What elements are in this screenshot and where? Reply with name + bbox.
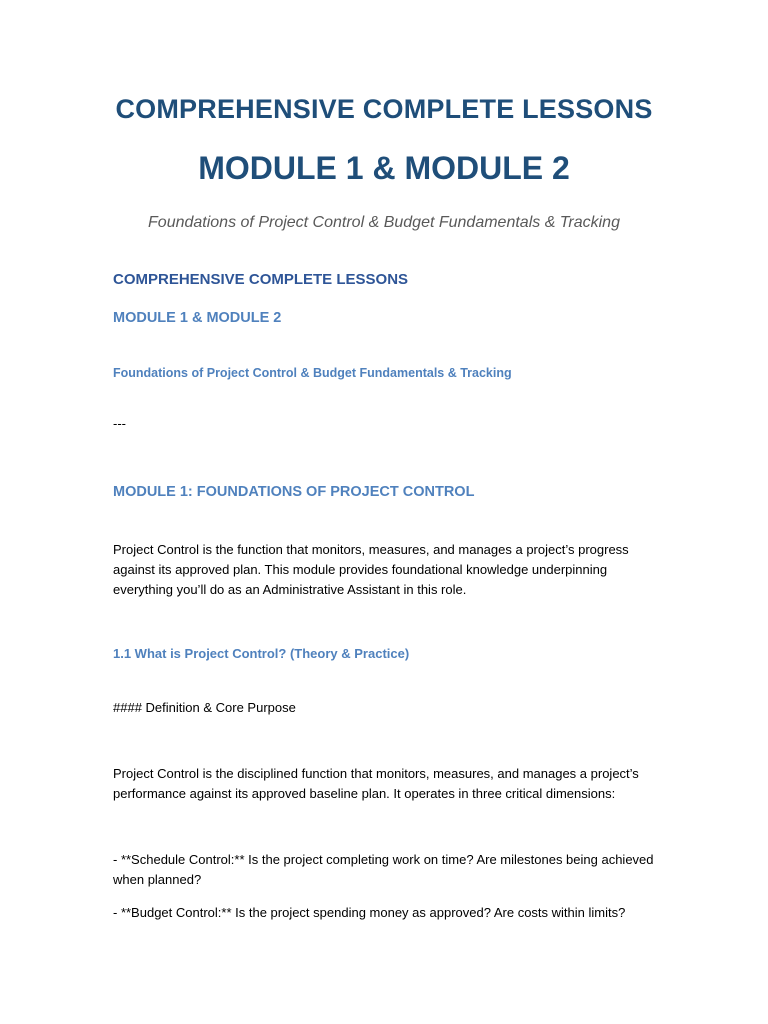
document-module-title: MODULE 1 & MODULE 2 — [198, 150, 570, 186]
heading-comprehensive-lessons: COMPREHENSIVE COMPLETE LESSONS — [113, 271, 409, 288]
definition-heading-text: #### Definition & Core Purpose — [113, 700, 296, 715]
heading-foundations: Foundations of Project Control & Budget Fundamentals & Tracking — [113, 366, 512, 380]
heading-module-1: MODULE 1: FOUNDATIONS OF PROJECT CONTROL — [113, 484, 475, 500]
separator-text: --- — [113, 416, 126, 431]
definition-paragraph: Project Control is the disciplined function that monitors, measures, and manages a project’s performance against its approved baseline plan. It operates in three critical dimensions: — [113, 766, 639, 801]
document-title: COMPREHENSIVE COMPLETE LESSONS — [115, 94, 653, 124]
module-1-intro-paragraph: Project Control is the function that monitors, measures, and manages a project’s progress against its approved plan. This module provides foundational knowledge underpinning everything you’ll do as an Administrative Assistant in this role. — [113, 542, 629, 597]
heading-section-1-1: 1.1 What is Project Control? (Theory & Practice) — [113, 646, 410, 661]
bullet-schedule-control: - **Schedule Control:** Is the project completing work on time? Are milestones being achieved when planned? — [113, 852, 654, 887]
bullet-budget-control: - **Budget Control:** Is the project spending money as approved? Are costs within limits? — [113, 905, 626, 920]
document-subtitle: Foundations of Project Control & Budget Fundamentals & Tracking — [148, 214, 620, 231]
heading-modules: MODULE 1 & MODULE 2 — [113, 310, 282, 326]
